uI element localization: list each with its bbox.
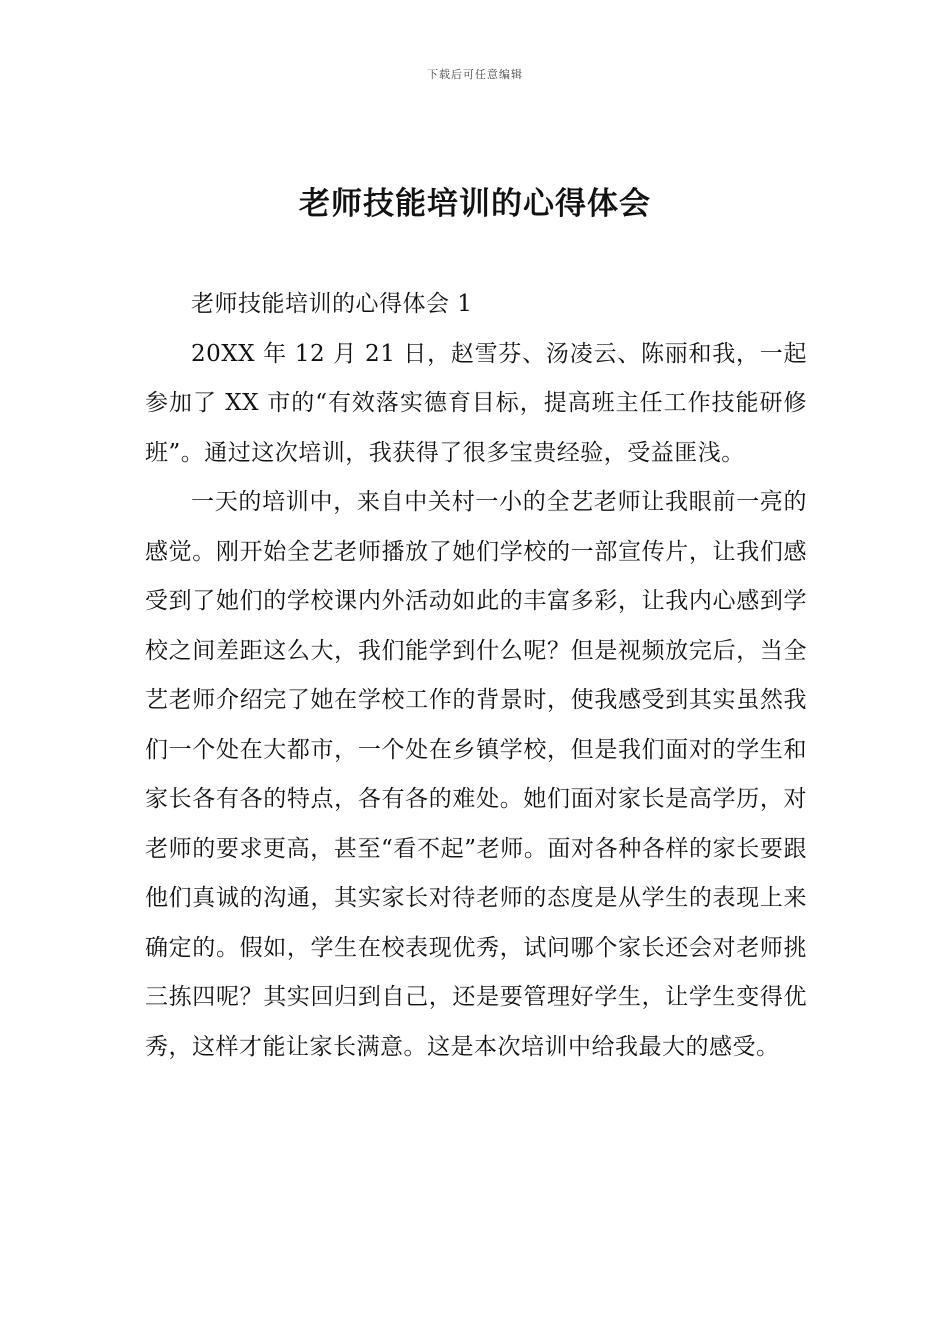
header-note: 下载后可任意编辑	[427, 68, 523, 81]
paragraph-2: 一天的培训中，来自中关村一小的全艺老师让我眼前一亮的感觉。刚开始全艺老师播放了她们学校的一部宣传片，让我们感受到了她们的学校课内外活动如此的丰富多彩，让我内心感到学校之间差距这么大，我们能学到什么呢？但是视频放完后，当全艺老师介绍完了她在学校工作的背景时，使我感受到其实虽然我们一个处在大都市，一个处在乡镇学校，但是我们面对的学生和家长各有各的特点，各有各的难处。她们面对家长是高学历，对老师的要求更高，甚至“看不起”老师。面对各种各样的家长要跟他们真诚的沟通，其实家长对待老师的态度是从学生的表现上来确定的。假如，学生在校表现优秀，试问哪个家长还会对老师挑三拣四呢？其实回归到自己，还是要管理好学生，让学生变得优秀，这样才能让家长满意。这是本次培训中给我最大的感受。	[145, 489, 807, 1060]
document-title: 老师技能培训的心得体会	[299, 186, 651, 222]
document-body	[145, 280, 807, 1072]
section-heading: 老师技能培训的心得体会 1	[191, 291, 473, 317]
paragraph-1: 20XX 年 12 月 21 日，赵雪芬、汤凌云、陈丽和我，一起参加了 XX 市的“有效落实德育目标，提高班主任工作技能研修班”。通过这次培训，我获得了很多宝贵经验，受益匪浅。	[145, 340, 807, 466]
